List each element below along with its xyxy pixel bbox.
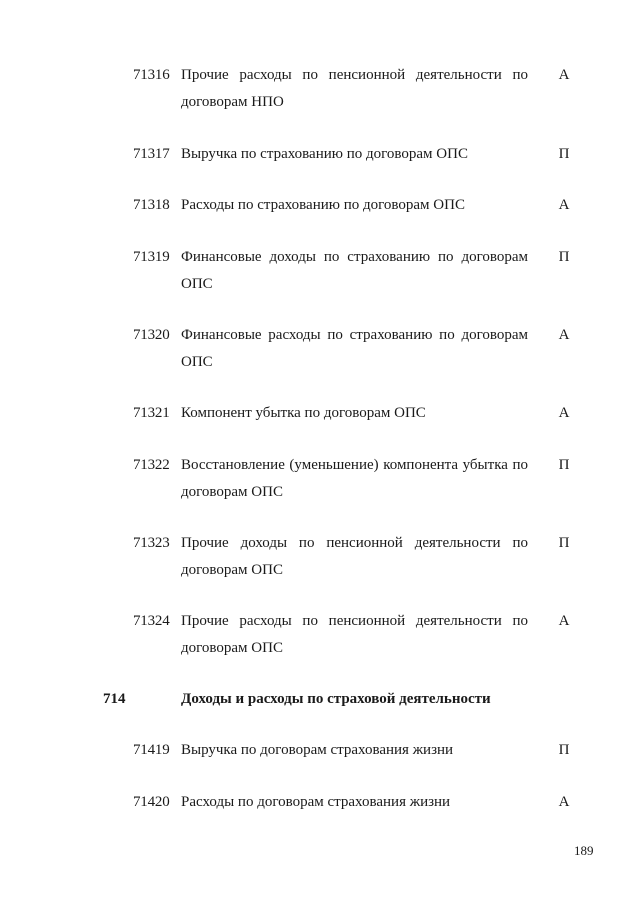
account-type: А xyxy=(558,405,570,421)
section-code: 714 xyxy=(103,691,126,707)
account-code: 71319 xyxy=(133,249,170,265)
account-description: Прочие доходы по пенсионной деятельности по договорам ОПС xyxy=(181,535,528,578)
account-description: Финансовые расходы по страхованию по договорам ОПС xyxy=(181,327,528,370)
account-description: Восстановление (уменьшение) компонента убытка по договорам ОПС xyxy=(181,457,528,500)
account-type: А xyxy=(558,67,570,83)
account-type: П xyxy=(558,535,570,551)
account-description: Прочие расходы по пенсионной деятельности по договорам НПО xyxy=(181,67,528,110)
account-type: А xyxy=(558,613,570,629)
account-description: Финансовые доходы по страхованию по договорам ОПС xyxy=(181,249,528,292)
account-code: 71322 xyxy=(133,457,170,473)
account-code: 71318 xyxy=(133,197,170,213)
account-code: 71420 xyxy=(133,794,170,810)
account-description: Компонент убытка по договорам ОПС xyxy=(181,405,426,421)
account-type: А xyxy=(558,794,570,810)
account-type: П xyxy=(558,457,570,473)
account-code: 71317 xyxy=(133,146,170,162)
account-type: П xyxy=(558,742,570,758)
account-type: А xyxy=(558,327,570,343)
account-code: 71324 xyxy=(133,613,170,629)
section-title: Доходы и расходы по страховой деятельности xyxy=(181,691,491,707)
account-description: Расходы по страхованию по договорам ОПС xyxy=(181,197,465,213)
page-number: 189 xyxy=(574,843,594,858)
account-type: П xyxy=(558,249,570,265)
account-code: 71320 xyxy=(133,327,170,343)
account-description: Выручка по страхованию по договорам ОПС xyxy=(181,146,468,162)
account-code: 71321 xyxy=(133,405,170,421)
account-description: Выручка по договорам страхования жизни xyxy=(181,742,454,758)
account-code: 71316 xyxy=(133,67,170,83)
account-code: 71419 xyxy=(133,742,170,758)
account-type: А xyxy=(558,197,570,213)
account-type: П xyxy=(558,146,570,162)
account-description: Расходы по договорам страхования жизни xyxy=(181,794,451,810)
account-description: Прочие расходы по пенсионной деятельности по договорам ОПС xyxy=(181,613,528,656)
account-code: 71323 xyxy=(133,535,170,551)
